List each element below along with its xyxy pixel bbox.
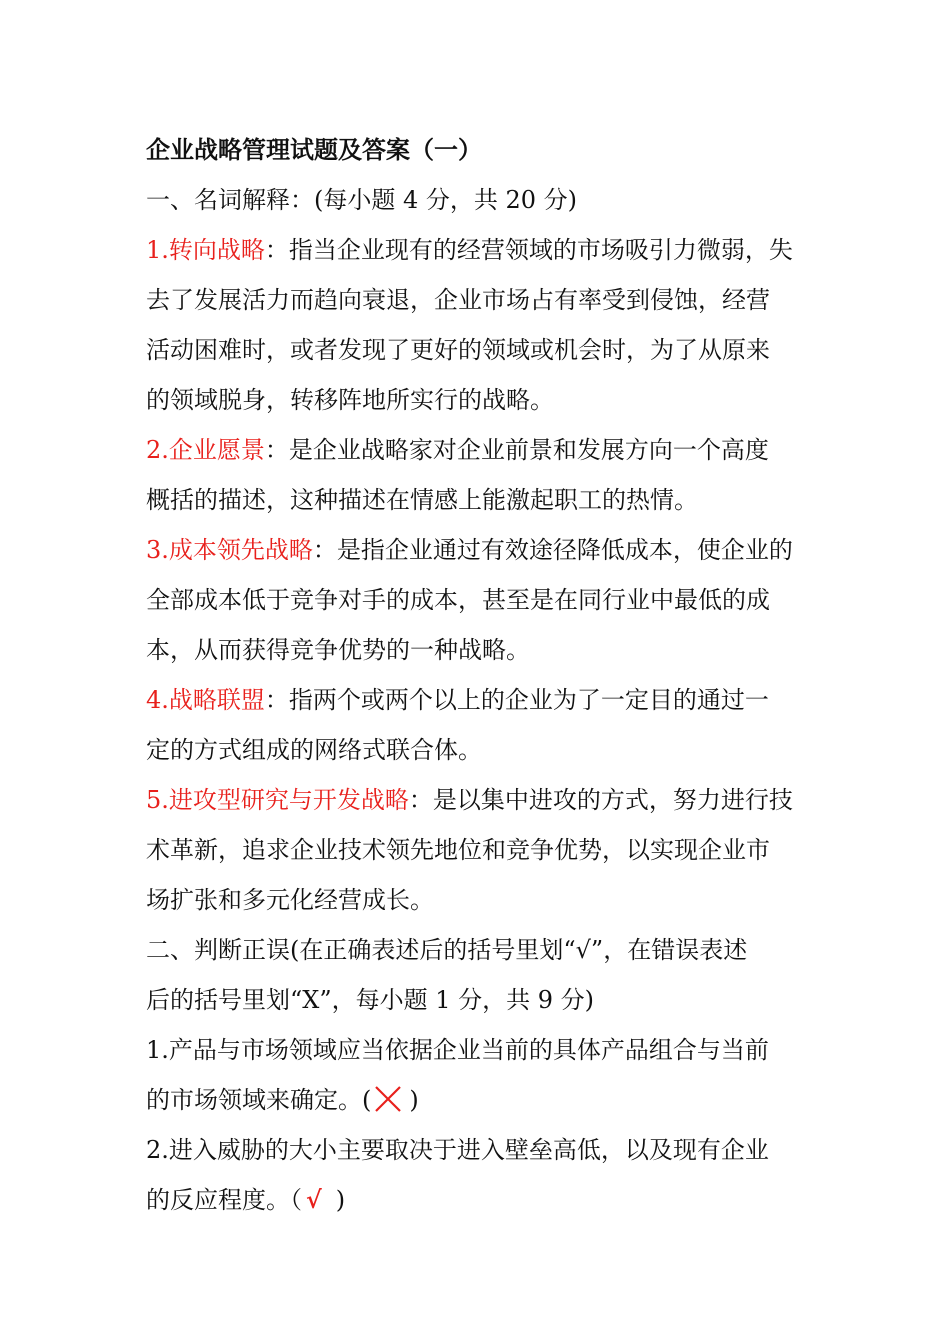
question-text: 的市场领域来确定。( (146, 1086, 372, 1114)
definition-text-line: 去了发展活力而趋向衰退，企业市场占有率受到侵蚀，经营 (146, 286, 770, 314)
definition-text: ：指两个或两个以上的企业为了一定目的通过一 (264, 686, 769, 714)
cross-mark-icon (373, 1081, 403, 1111)
section2-heading: 二、判断正误(在正确表述后的括号里划“√”，在错误表述 (146, 936, 748, 964)
document-body (146, 125, 810, 1225)
closing-paren: ) (335, 1186, 346, 1214)
definition-text-line: 本，从而获得竞争优势的一种战略。 (146, 636, 530, 664)
definition-item-1 (146, 225, 810, 275)
definition-term: 1.转向战略 (146, 236, 265, 264)
judgement-question-1: 1.产品与市场领域应当依据企业当前的具体产品组合与当前 (146, 1036, 769, 1064)
closing-paren: ) (409, 1086, 419, 1114)
definition-item-5 (146, 775, 810, 825)
judgement-question-2-cont (146, 1175, 810, 1225)
definition-text: ：指当企业现有的经营领域的市场吸引力微弱，失 (264, 236, 793, 264)
definition-text-line: 概括的描述，这种描述在情感上能激起职工的热情。 (146, 486, 698, 514)
definition-text-line: 术革新，追求企业技术领先地位和竞争优势，以实现企业市 (146, 836, 770, 864)
question-text: 的反应程度。（ (146, 1186, 302, 1214)
definition-text: ：是企业战略家对企业前景和发展方向一个高度 (264, 436, 769, 464)
definition-term: 3.成本领先战略 (146, 536, 313, 564)
definition-text-line: 定的方式组成的网络式联合体。 (146, 736, 482, 764)
check-mark-icon: √ (306, 1185, 322, 1214)
definition-item-3 (146, 525, 810, 575)
document-title: 企业战略管理试题及答案（一） (146, 135, 482, 164)
section1-heading: 一、名词解释：(每小题 4 分，共 20 分) (146, 186, 578, 214)
definition-item-4 (146, 675, 810, 725)
definition-term: 5.进攻型研究与开发战略 (146, 786, 409, 814)
judgement-question-2: 2.进入威胁的大小主要取决于进入壁垒高低，以及现有企业 (146, 1136, 769, 1164)
section2-heading-cont: 后的括号里划“X”，每小题 1 分，共 9 分) (146, 986, 595, 1014)
definition-text-line: 的领域脱身，转移阵地所实行的战略。 (146, 386, 554, 414)
definition-text-line: 场扩张和多元化经营成长。 (146, 886, 434, 914)
definition-term: 4.战略联盟 (146, 686, 265, 714)
definition-text-line: 全部成本低于竞争对手的成本，甚至是在同行业中最低的成 (146, 586, 770, 614)
definition-text-line: 活动困难时，或者发现了更好的领域或机会时，为了从原来 (146, 336, 770, 364)
definition-text: ：是以集中进攻的方式，努力进行技 (408, 786, 793, 814)
judgement-question-1-cont (146, 1075, 810, 1125)
definition-item-2 (146, 425, 810, 475)
definition-term: 2.企业愿景 (146, 436, 265, 464)
definition-text: ：是指企业通过有效途径降低成本，使企业的 (312, 536, 793, 564)
